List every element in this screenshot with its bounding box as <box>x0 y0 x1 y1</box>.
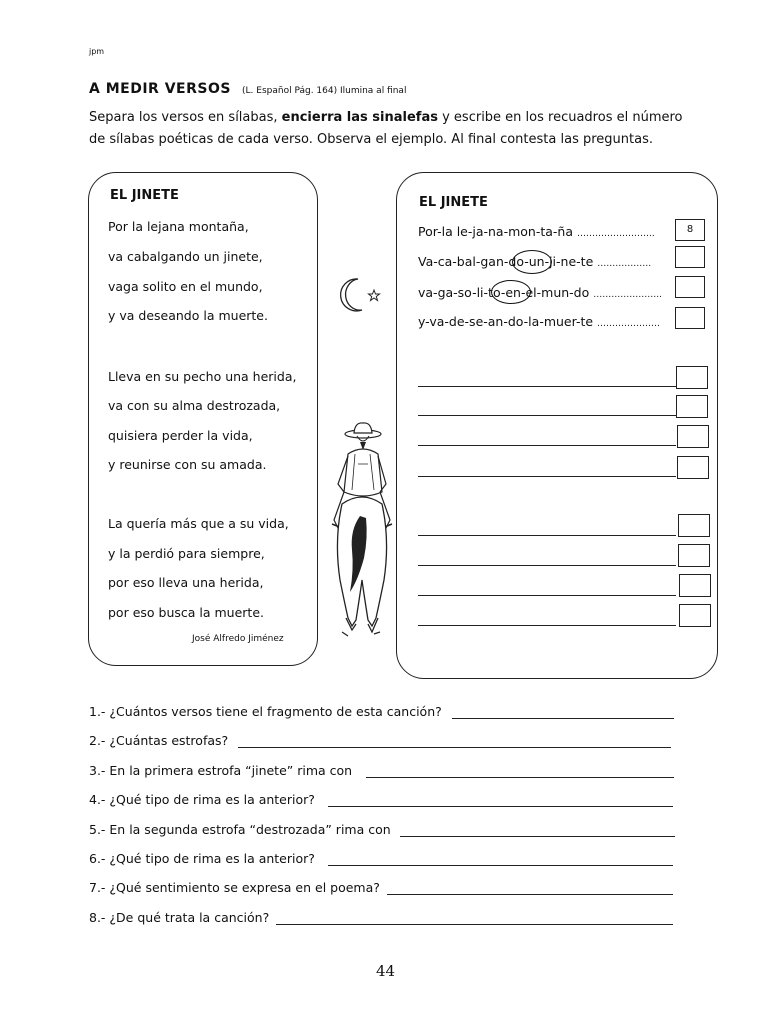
verse: y la perdió para siempre, <box>108 546 265 561</box>
instructions-line-2: de sílabas poéticas de cada verso. Observa el ejemplo. Al final contesta las preguntas. <box>89 132 653 147</box>
dotted-leader: ………………… <box>597 319 661 329</box>
verse: va con su alma destrozada, <box>108 398 281 413</box>
answer-line-4[interactable] <box>328 806 673 807</box>
syllable-count-box[interactable] <box>679 574 711 597</box>
question-5: 5.- En la segunda estrofa “destrozada” rima con <box>89 822 391 837</box>
verse: vaga solito en el mundo, <box>108 279 263 294</box>
syllable-count-box[interactable] <box>676 366 708 389</box>
verse: Lleva en su pecho una herida, <box>108 369 297 384</box>
verse: y va deseando la muerte. <box>108 308 268 323</box>
question-2: 2.- ¿Cuántas estrofas? <box>89 733 229 748</box>
verse: va cabalgando un jinete, <box>108 249 263 264</box>
sinalefa-circle <box>491 280 531 304</box>
worksheet-title-row <box>89 78 406 97</box>
answer-line-1[interactable] <box>452 718 674 719</box>
syllable-count-box[interactable] <box>678 514 710 537</box>
syllables-box <box>396 172 718 679</box>
syllable-answer-line[interactable] <box>418 476 676 477</box>
syllable-count-box[interactable] <box>675 307 705 329</box>
sinalefa: do-un <box>508 254 545 269</box>
instructions-text: Separa los versos en sílabas, <box>89 110 282 125</box>
dotted-leader: ………………….. <box>593 290 662 300</box>
verse: quisiera perder la vida, <box>108 428 253 443</box>
instructions <box>89 107 689 151</box>
syllable-answer-line[interactable] <box>418 625 676 626</box>
question-8: 8.- ¿De qué trata la canción? <box>89 910 270 925</box>
instructions-text: y escribe en los recuadros el número <box>437 110 683 125</box>
dotted-leader: …………………….. <box>577 229 655 239</box>
question-6: 6.- ¿Qué tipo de rima es la anterior? <box>89 851 315 866</box>
syllable-count-box[interactable] <box>676 395 708 418</box>
instructions-line-1 <box>89 107 689 129</box>
answer-line-7[interactable] <box>387 894 673 895</box>
syllable-text: y-va-de-se-an-do-la-muer-te <box>418 314 594 329</box>
syllable-count-box[interactable] <box>677 425 709 448</box>
syllable-row <box>418 314 660 329</box>
syllable-row <box>418 224 655 239</box>
dotted-leader: ……………… <box>597 259 652 269</box>
syllable-answer-line[interactable] <box>418 386 676 387</box>
syllable-count-box[interactable]: 8 <box>675 219 705 241</box>
syllable-count-box[interactable] <box>675 276 705 298</box>
syllable-text: -el-mun-do <box>520 285 590 300</box>
sinalefa-circle <box>512 250 552 274</box>
syllable-text: Por-la le-ja-na-mon-ta-ña <box>418 224 574 239</box>
instructions-bold: encierra las sinalefas <box>281 110 438 125</box>
verse: por eso lleva una herida, <box>108 575 264 590</box>
page-header-initials: jpm <box>89 47 105 56</box>
horse-rider-illustration <box>322 420 402 650</box>
question-4: 4.- ¿Qué tipo de rima es la anterior? <box>89 792 315 807</box>
syllable-answer-line[interactable] <box>418 535 676 536</box>
syllable-row <box>418 285 662 300</box>
question-1: 1.- ¿Cuántos versos tiene el fragmento de esta canción? <box>89 704 442 719</box>
syllable-answer-line[interactable] <box>418 415 676 416</box>
answer-line-2[interactable] <box>238 747 671 748</box>
verse: por eso busca la muerte. <box>108 605 264 620</box>
question-3: 3.- En la primera estrofa “jinete” rima con <box>89 763 353 778</box>
syllable-answer-line[interactable] <box>418 595 676 596</box>
syllable-text: -ji-ne-te <box>544 254 594 269</box>
page-number: 44 <box>376 962 396 980</box>
answer-line-8[interactable] <box>276 924 673 925</box>
syllables-title: EL JINETE <box>419 195 488 210</box>
worksheet-reference: (L. Español Pág. 164) Ilumina al final <box>242 86 407 96</box>
syllable-count-box[interactable] <box>677 456 709 479</box>
syllable-count-box[interactable] <box>675 246 705 268</box>
syllable-text: Va-ca-bal-gan- <box>418 254 509 269</box>
verse: La quería más que a su vida, <box>108 516 289 531</box>
question-7: 7.- ¿Qué sentimiento se expresa en el poema? <box>89 880 380 895</box>
poem-box <box>88 172 318 666</box>
poem-title: EL JINETE <box>110 188 179 203</box>
syllable-text: va-ga-so-li- <box>418 285 489 300</box>
verse: y reunirse con su amada. <box>108 457 267 472</box>
syllable-count-box[interactable] <box>679 604 711 627</box>
syllable-count-box[interactable] <box>678 544 710 567</box>
sinalefa: to-en <box>488 285 521 300</box>
syllable-answer-line[interactable] <box>418 445 676 446</box>
answer-line-6[interactable] <box>328 865 673 866</box>
answer-line-3[interactable] <box>366 777 674 778</box>
worksheet-title: A MEDIR VERSOS <box>89 81 231 97</box>
verse: Por la lejana montaña, <box>108 219 249 234</box>
answer-line-5[interactable] <box>400 836 675 837</box>
crescent-moon-star-icon <box>338 276 384 314</box>
poem-author: José Alfredo Jiménez <box>192 634 284 644</box>
syllable-answer-line[interactable] <box>418 565 676 566</box>
